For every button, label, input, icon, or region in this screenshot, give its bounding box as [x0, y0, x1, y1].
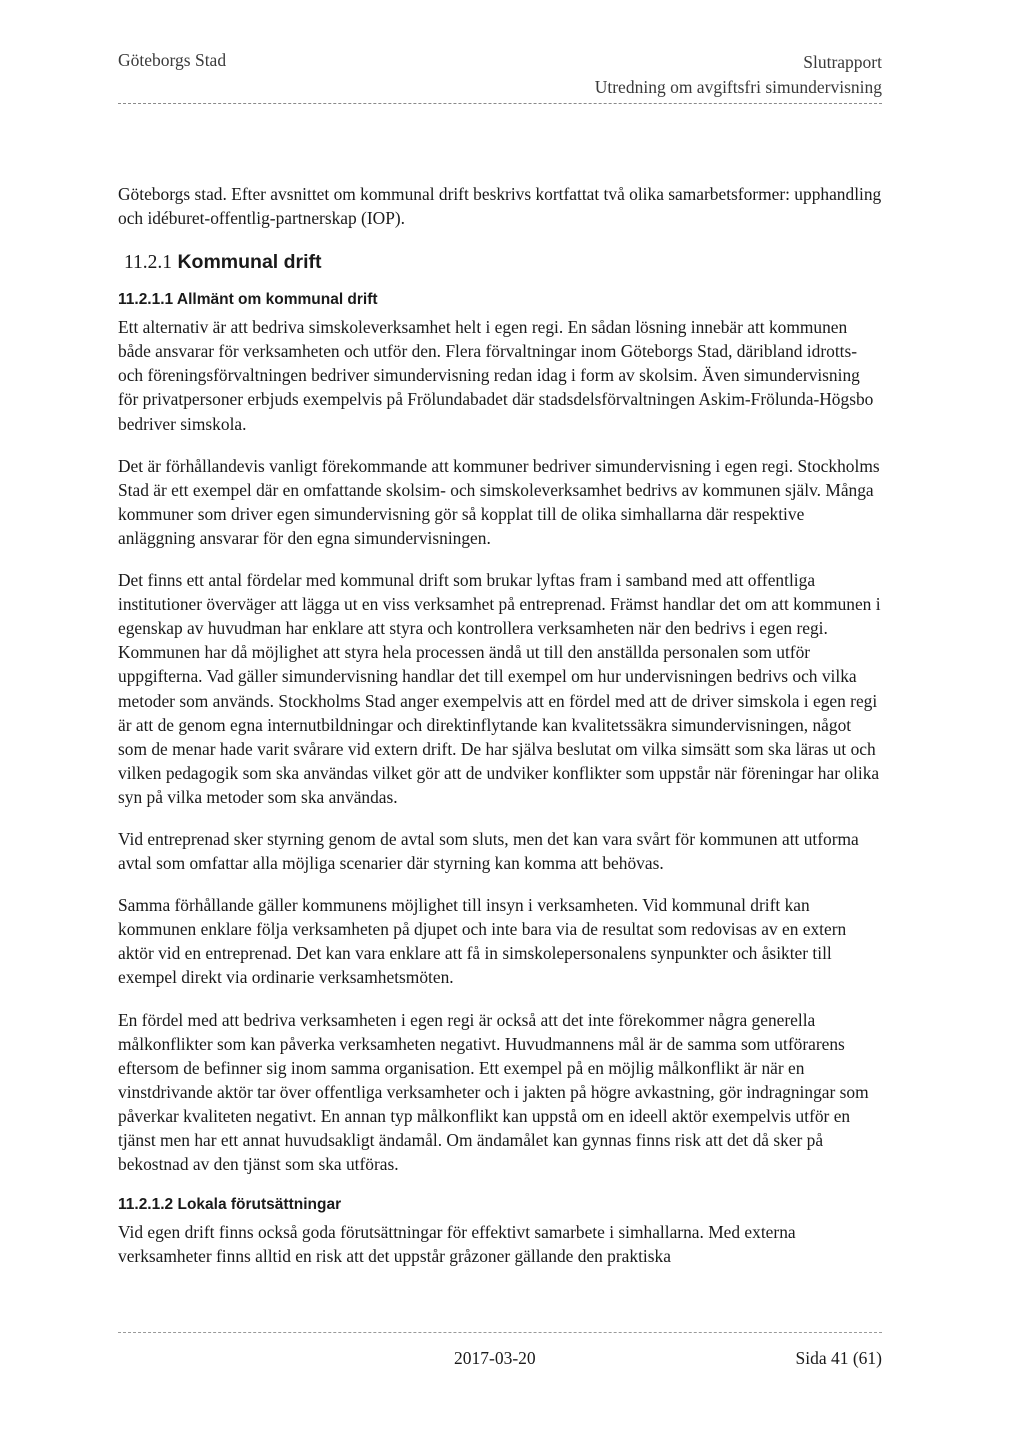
footer-divider: [118, 1332, 882, 1333]
header-report-title: Utredning om avgiftsfri simundervisning: [594, 77, 882, 97]
body-paragraph: En fördel med att bedriva verksamheten i egen regi är också att det inte förekommer några generella målkonflikter som kan påverka verksamheten negativt. Huvudmannens mål är de samma som utförarens eftersom de befinner sig inom samma organisation. Ett exempel på en möjlig målkonflikt är när en vinstdrivande aktör tar över offentliga verksamheter och i jakten på högre avkastning, gör indragningar som påverkar kvaliteten negativt. En annan typ målkonflikt kan uppstå om en ideell aktör exempelvis utför en tjänst men har ett annat huvudsakligt ändamål. Om ändamålet kan gynnas finns risk att det då sker på bekostnad av den tjänst som ska utföras.: [118, 1009, 869, 1175]
subsection-heading-1: [118, 289, 882, 311]
subsection-title: Lokala förutsättningar: [177, 1196, 342, 1214]
header-report-type: Slutrapport: [803, 52, 882, 72]
section-heading: [124, 250, 882, 275]
body-paragraph: Det finns ett antal fördelar med kommunal drift som brukar lyftas fram i samband med att offentliga institutioner överväger att lägga ut en viss verksamhet på entreprenad. Främst handlar det om att kommunen i egenskap av huvudman har enklare att styra och kontrollera verksamheten när den bedrivs i egen regi. Kommunen har då möjlighet att styra hela processen ändå ut till den anställda personalen som utför uppgifterna. Vad gäller simundervisning handlar det till exempel om hur undervisningen bedrivs och vilka metoder som används. Stockholms Stad anger exempelvis att en fördel med att de driver simskola i egen regi är att de genom egna internutbildningar och direktinflytande kan kvalitetssäkra simundervisningen, något som de menar hade varit svårare vid extern drift. De har själva beslutat om vilka simsätt som ska läras ut och vilken pedagogik som ska användas vilket gör att de undviker konflikter som uppstår när föreningar har olika syn på vilka metoder som ska användas.: [118, 570, 881, 807]
page-number: Sida 41 (61): [795, 1348, 882, 1368]
document-body: [118, 182, 882, 1286]
subsection-title: Allmänt om kommunal drift: [176, 291, 378, 309]
subsection-heading-2: [118, 1194, 882, 1216]
section-title: Kommunal drift: [177, 251, 322, 274]
subsection-number: 11.2.1.1: [118, 291, 174, 309]
subsection-number: 11.2.1.2: [118, 1196, 174, 1214]
page-footer: [118, 1332, 882, 1372]
header-report-info: [595, 50, 882, 100]
body-paragraph: Ett alternativ är att bedriva simskoleverksamhet helt i egen regi. En sådan lösning innebär att kommunen både ansvarar för verksamheten och utför den. Flera förvaltningar inom Göteborgs Stad, däribland idrotts- och föreningsförvaltningen bedriver simundervisning redan idag i form av skolsim. Även simundervisning för privatpersoner erbjuds exempelvis på Frölundabadet där stadsdelsförvaltningen Askim-Frölunda-Högsbo bedriver simskola.: [118, 317, 874, 434]
header-organization: Göteborgs Stad: [118, 50, 227, 70]
footer-date: 2017-03-20: [454, 1348, 536, 1368]
body-paragraph: Samma förhållande gäller kommunens möjlighet till insyn i verksamheten. Vid kommunal drift kan kommunen enklare följa verksamheten på djupet och inte bara via de resultat som redovisas av en extern aktör vid en entreprenad. Det kan vara enklare att få in simskolepersonalens synpunkter och åsikter till exempel direkt via ordinarie verksamhetsmöten.: [118, 895, 847, 988]
body-paragraph: Vid egen drift finns också goda förutsättningar för effektivt samarbete i simhallarna. Med externa verksamheter finns alltid en risk att det uppstår gråzoner gällande den praktiska: [118, 1222, 796, 1267]
header-divider: [118, 103, 882, 104]
body-paragraph: Det är förhållandevis vanligt förekommande att kommuner bedriver simundervisning i egen regi. Stockholms Stad är ett exempel där en omfattande skolsim- och simskoleverksamhet bedrivs av kommunen själv. Många kommuner som driver egen simundervisning gör så kopplat till de olika simhallarna där respektive anläggning ansvarar för den egna simundervisningen.: [118, 455, 880, 548]
body-paragraph: Vid entreprenad sker styrning genom de avtal som sluts, men det kan vara svårt för kommunen att utforma avtal som omfattar alla möjliga scenarier där styrning kan komma att behövas.: [118, 828, 859, 874]
section-number: 11.2.1: [124, 252, 173, 274]
page-header: [118, 50, 882, 102]
intro-paragraph: Göteborgs stad. Efter avsnittet om kommunal drift beskrivs kortfattat två olika samarbetsformer: upphandling och idéburet-offentlig-partnerskap (IOP).: [118, 184, 882, 229]
